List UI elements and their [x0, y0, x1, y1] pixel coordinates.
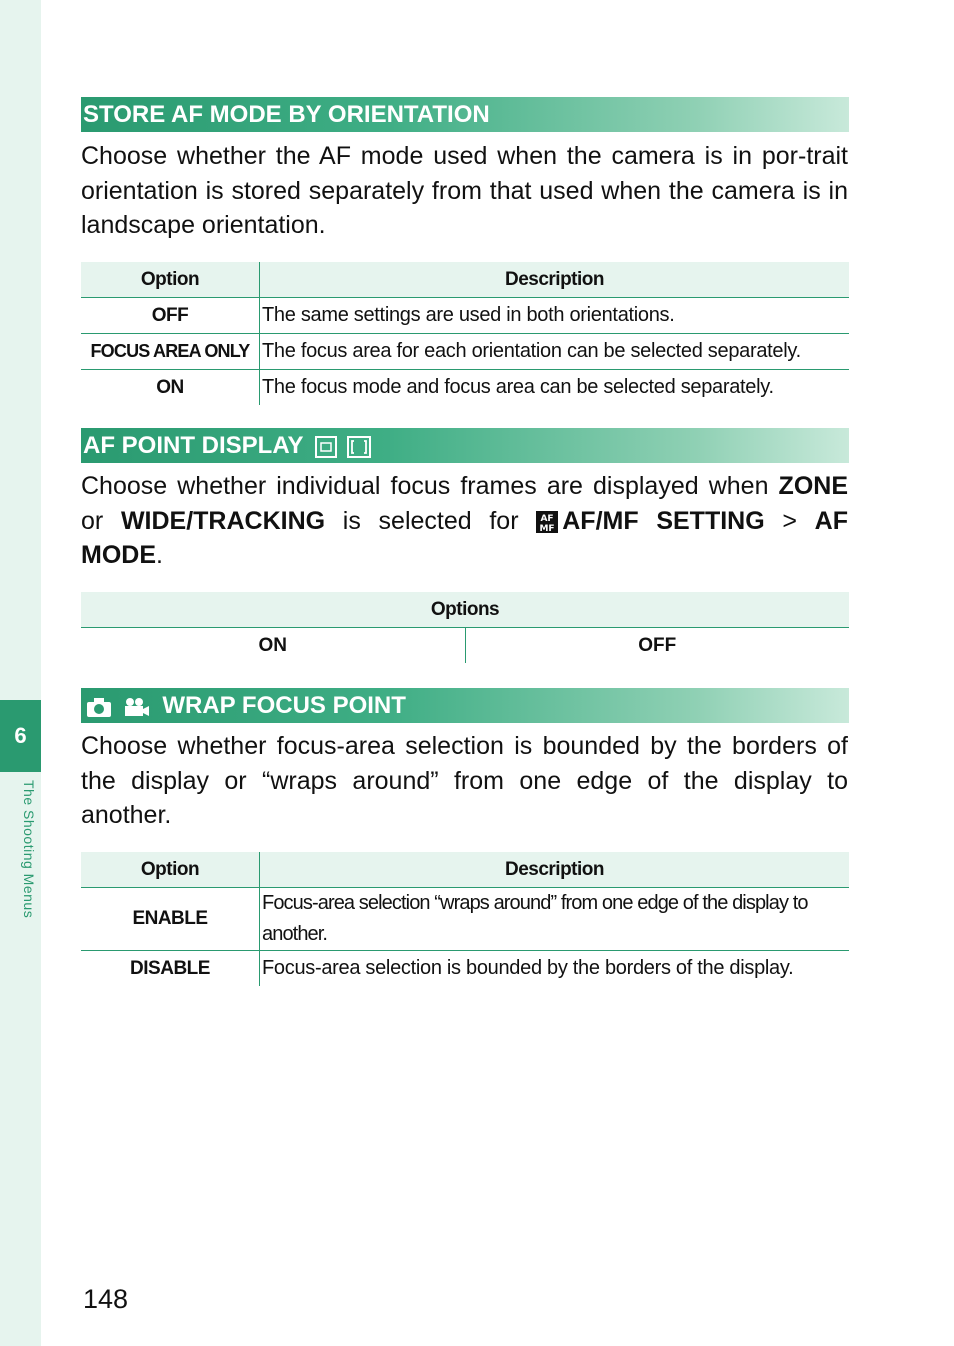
body-text: or: [81, 506, 121, 535]
chapter-label: The Shooting Menus: [21, 780, 37, 919]
svg-text:AF: AF: [540, 513, 554, 524]
svg-text:MF: MF: [539, 523, 555, 534]
option-cell: OFF: [81, 298, 260, 334]
still-camera-icon: [85, 695, 113, 719]
column-header-option: Option: [81, 852, 260, 888]
description-cell: The focus area for each orientation can be selected separately.: [260, 334, 850, 370]
section-body-af-point-display: [81, 469, 848, 573]
body-text: .: [156, 541, 163, 569]
option-on: ON: [81, 628, 465, 664]
table-row: [81, 334, 849, 370]
zone-term: ZONE: [778, 472, 848, 500]
section-heading-wrap-focus-point: [81, 688, 849, 723]
section-title: WRAP FOCUS POINT: [162, 692, 406, 719]
column-header-description: Description: [260, 262, 850, 298]
table-row: [81, 370, 849, 406]
body-text: is selected for: [325, 506, 537, 535]
description-cell: The focus mode and focus area can be selected separately.: [262, 376, 774, 398]
description-cell: The same settings are used in both orientations.: [260, 298, 850, 334]
section-heading-af-point-display: [81, 428, 849, 463]
af-mf-menu-icon: [536, 510, 558, 534]
section-title: STORE AF MODE BY ORIENTATION: [83, 101, 490, 128]
af-mode-term: AF MODE: [81, 506, 848, 569]
mode-video-bracket-icon: [346, 435, 372, 459]
options-table-af-point-display: [81, 592, 849, 663]
description-cell: Focus-area selection is bounded by the borders of the display.: [262, 957, 794, 979]
table-row: [81, 298, 849, 334]
option-cell: ON: [81, 370, 260, 406]
af-mf-setting-term: AF/MF SETTING: [562, 506, 765, 535]
mode-photo-bracket-icon: [314, 435, 338, 459]
body-text: >: [764, 506, 815, 535]
table-row: [81, 951, 849, 987]
options-table-store-af-mode: [81, 262, 849, 405]
chapter-number-tab: 6: [0, 700, 41, 772]
table-row: [81, 628, 849, 664]
column-header-description: Description: [260, 852, 850, 888]
table-row: [81, 888, 849, 951]
movie-camera-icon: [122, 695, 150, 719]
option-cell: DISABLE: [81, 951, 260, 987]
options-table-wrap-focus-point: [81, 852, 849, 986]
body-text: Choose whether individual focus frames are displayed when: [81, 472, 779, 500]
description-cell: Focus-area selection “wraps around” from one edge of the display to another.: [260, 888, 850, 951]
section-title: AF POINT DISPLAY: [83, 432, 304, 459]
option-cell: FOCUS AREA ONLY: [81, 334, 260, 370]
column-header-options: Options: [81, 592, 849, 628]
option-off: OFF: [638, 634, 677, 656]
page-number: 148: [83, 1284, 129, 1314]
option-cell: ENABLE: [81, 888, 260, 951]
section-body-wrap-focus-point: Choose whether focus-area selection is bounded by the borders of the display or “wraps around” from one edge of the display to another.: [81, 732, 848, 829]
section-body-store-af-mode: Choose whether the AF mode used when the camera is in por-trait orientation is stored separately from that used when the camera is in landscape orientation.: [81, 142, 848, 239]
section-heading-store-af-mode: [81, 97, 849, 132]
wide-tracking-term: WIDE/TRACKING: [120, 506, 326, 535]
column-header-option: Option: [81, 262, 260, 298]
chapter-sidebar: [0, 0, 41, 1346]
